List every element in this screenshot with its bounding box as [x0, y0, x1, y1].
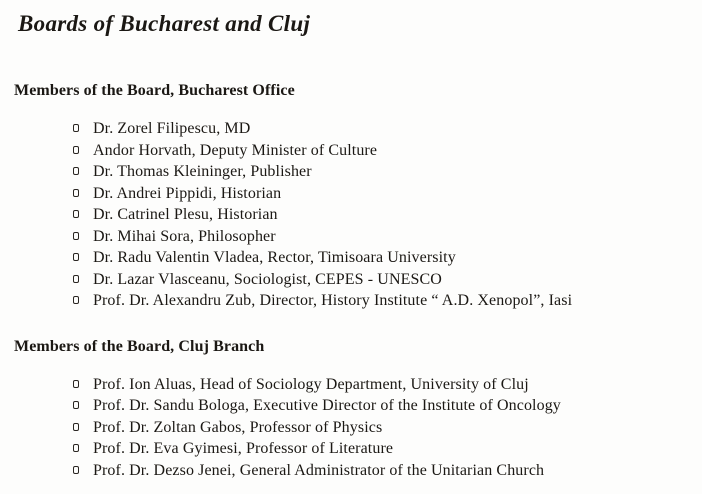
square-bullet-icon [73, 444, 79, 452]
square-bullet-icon [73, 189, 79, 197]
square-bullet-icon [73, 401, 79, 409]
member-name: Prof. Dr. Dezso Jenei, General Administrator of the Unitarian Church [93, 461, 545, 479]
member-name: Dr. Radu Valentin Vladea, Rector, Timisoara University [93, 249, 456, 266]
square-bullet-icon [73, 210, 79, 218]
square-bullet-icon [73, 466, 79, 474]
square-bullet-icon [73, 380, 79, 388]
member-name: Prof. Ion Aluas, Head of Sociology Department, University of Cluj [93, 375, 529, 393]
member-name: Dr. Zorel Filipescu, MD [93, 120, 251, 137]
list-item [73, 395, 702, 417]
member-list-bucharest [0, 118, 702, 312]
list-item [73, 247, 702, 269]
member-name: Prof. Dr. Alexandru Zub, Director, History Institute “ A.D. Xenopol”, Iasi [93, 292, 573, 309]
list-item [73, 161, 702, 183]
list-item [73, 140, 702, 162]
member-name: Prof. Dr. Zoltan Gabos, Professor of Physics [93, 418, 383, 436]
member-name: Andor Horvath, Deputy Minister of Culture [93, 141, 378, 159]
member-name: Dr. Catrinel Plesu, Historian [93, 206, 278, 223]
list-item [73, 290, 702, 312]
list-item [73, 374, 702, 396]
member-name: Dr. Lazar Vlasceanu, Sociologist, CEPES - UNESCO [93, 270, 442, 288]
square-bullet-icon [73, 296, 79, 304]
member-name: Dr. Andrei Pippidi, Historian [93, 184, 282, 202]
list-item [73, 269, 702, 291]
section-heading-cluj: Members of the Board, Cluj Branch [14, 337, 265, 355]
square-bullet-icon [73, 253, 79, 261]
list-item [73, 438, 702, 460]
section-heading-bucharest: Members of the Board, Bucharest Office [14, 82, 295, 99]
square-bullet-icon [73, 232, 79, 240]
list-item [73, 204, 702, 226]
member-name: Dr. Mihai Sora, Philosopher [93, 227, 276, 245]
list-item [73, 417, 702, 439]
member-name: Dr. Thomas Kleininger, Publisher [93, 163, 312, 180]
page-title: Boards of Bucharest and Cluj [18, 11, 311, 36]
square-bullet-icon [73, 167, 79, 175]
square-bullet-icon [73, 124, 79, 132]
square-bullet-icon [73, 146, 79, 154]
list-item [73, 460, 702, 482]
list-item [73, 118, 702, 140]
list-item [73, 183, 702, 205]
square-bullet-icon [73, 275, 79, 283]
list-item [73, 226, 702, 248]
member-list-cluj [0, 374, 702, 482]
member-name: Prof. Dr. Eva Gyimesi, Professor of Literature [93, 440, 394, 457]
member-name: Prof. Dr. Sandu Bologa, Executive Director of the Institute of Oncology [93, 397, 561, 414]
square-bullet-icon [73, 423, 79, 431]
